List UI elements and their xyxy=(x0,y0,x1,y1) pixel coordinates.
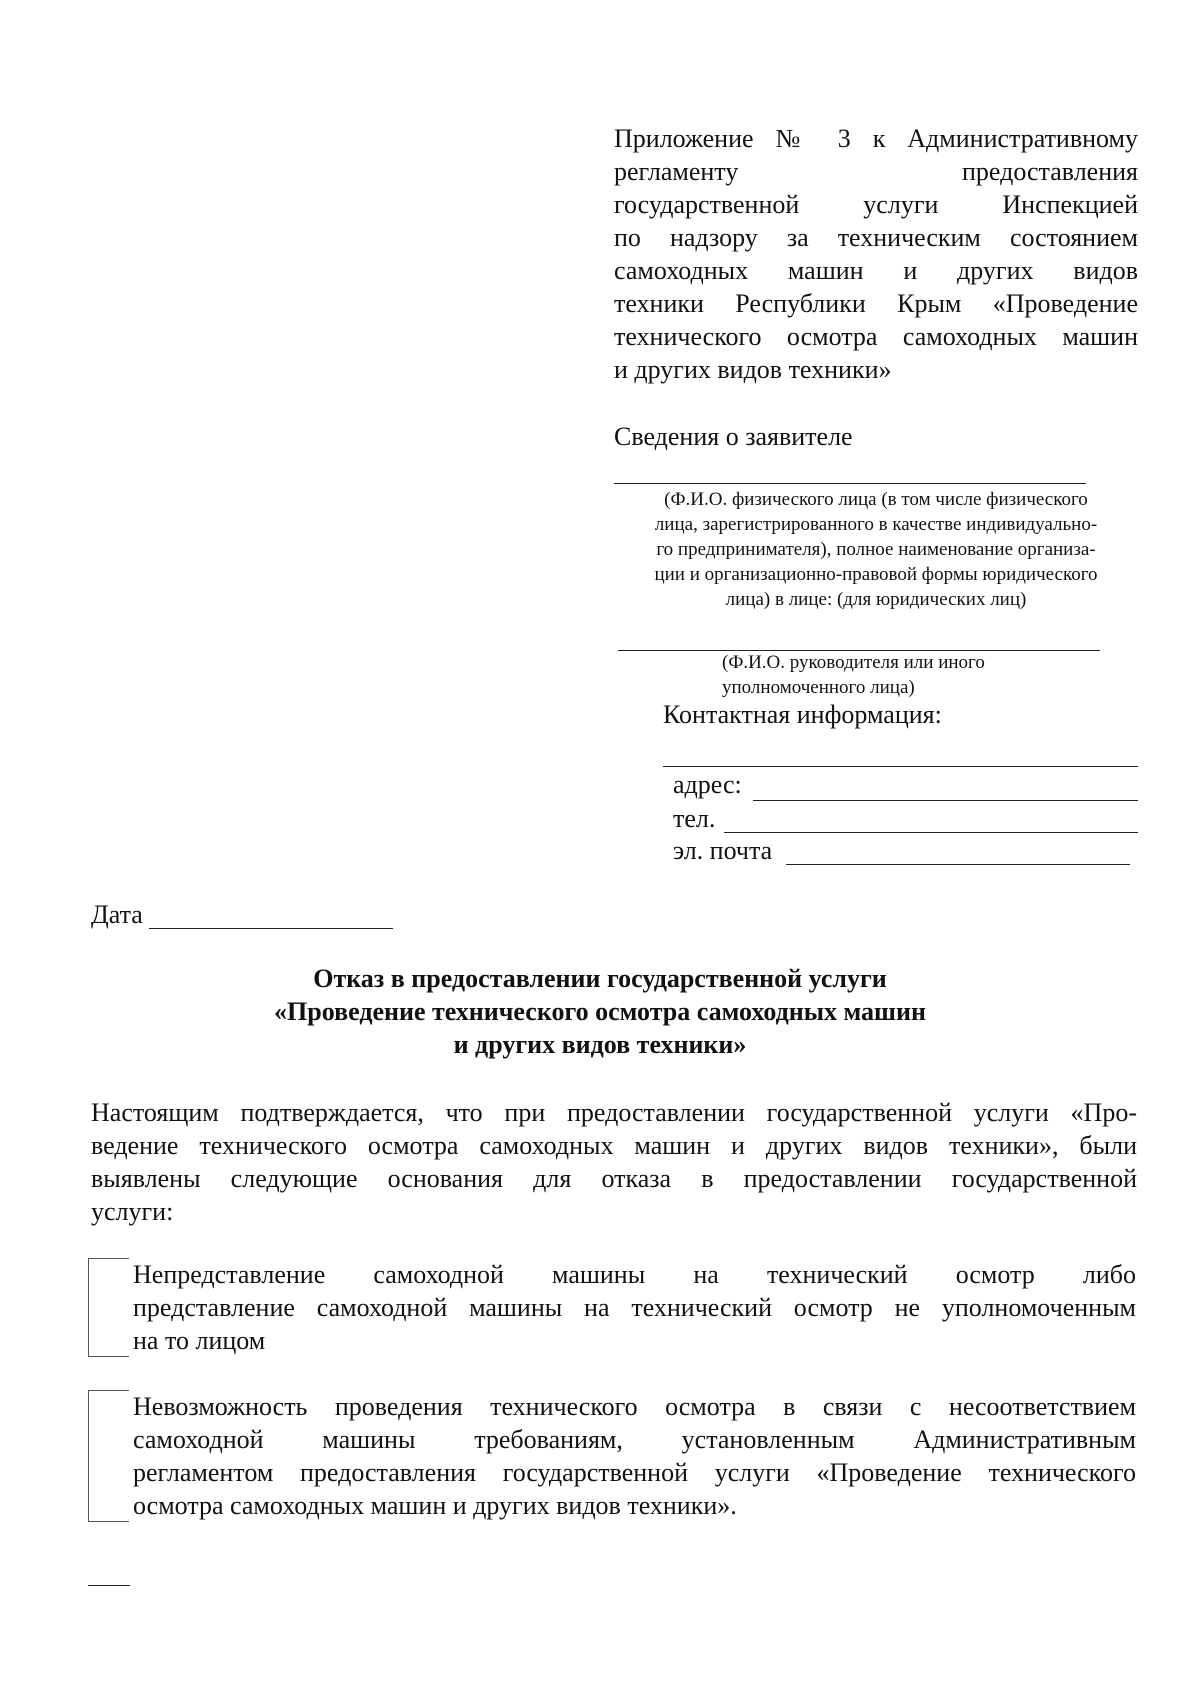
applicant-section-title: Сведения о заявителе xyxy=(614,422,853,451)
footer-dash xyxy=(88,1585,130,1586)
note-line: (Ф.И.О. руководителя или иного xyxy=(722,652,985,673)
contact-line[interactable] xyxy=(663,766,1138,767)
header-line: технического осмотра самоходных машин xyxy=(614,322,1138,351)
note-line: (Ф.И.О. физического лица (в том числе физического xyxy=(664,489,1088,510)
representative-note xyxy=(722,650,985,700)
paragraph-line: Настоящим подтверждается, что при предоставлении государственной услуги «Про- xyxy=(91,1098,1137,1127)
date-field[interactable] xyxy=(149,928,393,929)
note-line: лица, зарегистрированного в качестве индивидуально- xyxy=(654,514,1098,535)
document-title xyxy=(150,962,1050,1061)
date-row xyxy=(91,900,143,930)
option-checkbox[interactable] xyxy=(88,1258,129,1357)
address-row xyxy=(673,770,742,800)
header-line: самоходных машин и других видов xyxy=(614,256,1138,285)
refusal-option-2 xyxy=(88,1390,1138,1522)
header-line: Приложение № 3 к Административному xyxy=(614,124,1138,153)
phone-label: тел. xyxy=(673,804,716,833)
option-line: самоходной машины требованиям, установленным Административным xyxy=(133,1425,1136,1454)
body-paragraph xyxy=(91,1096,1137,1228)
address-label: адрес: xyxy=(673,770,742,799)
email-label: эл. почта xyxy=(673,836,773,865)
header-line: государственной услуги Инспекцией xyxy=(614,190,1138,219)
note-line: го предпринимателя), полное наименование организа- xyxy=(656,539,1096,560)
note-line: лица) в лице: (для юридических лиц) xyxy=(725,589,1027,610)
option-line: осмотра самоходных машин и других видов техники». xyxy=(133,1491,737,1520)
phone-row xyxy=(673,804,715,834)
address-field[interactable] xyxy=(753,800,1138,801)
contact-section-title: Контактная информация: xyxy=(663,700,942,729)
paragraph-line: выявлены следующие основания для отказа в предоставлении государственной xyxy=(91,1164,1137,1193)
title-line: Отказ в предоставлении государственной услуги xyxy=(313,964,887,993)
title-line: «Проведение технического осмотра самоходных машин xyxy=(274,997,926,1026)
paragraph-line: ведение технического осмотра самоходных машин и других видов техники», были xyxy=(91,1131,1137,1160)
option-line: на то лицом xyxy=(133,1326,266,1355)
applicant-name-note xyxy=(614,487,1138,612)
refusal-option-1 xyxy=(88,1258,1138,1358)
option-line: представление самоходной машины на технический осмотр не уполномоченным xyxy=(133,1293,1136,1322)
option-text xyxy=(133,1258,1136,1357)
header-line: техники Республики Крым «Проведение xyxy=(614,289,1138,318)
note-line: уполномоченного лица) xyxy=(722,677,915,698)
applicant-name-line[interactable] xyxy=(614,483,1086,484)
option-line: Невозможность проведения технического осмотра в связи с несоответствием xyxy=(133,1392,1136,1421)
option-line: регламентом предоставления государственной услуги «Проведение технического xyxy=(133,1458,1136,1487)
option-line: Непредставление самоходной машины на технический осмотр либо xyxy=(133,1260,1136,1289)
phone-field[interactable] xyxy=(724,832,1138,833)
title-line: и других видов техники» xyxy=(453,1030,747,1059)
option-checkbox[interactable] xyxy=(88,1390,129,1522)
email-field[interactable] xyxy=(786,864,1130,865)
option-text xyxy=(133,1390,1136,1522)
date-label: Дата xyxy=(91,900,143,929)
appendix-header xyxy=(614,122,1138,386)
note-line: ции и организационно-правовой формы юридического xyxy=(654,564,1098,585)
header-line: регламенту предоставления xyxy=(614,157,1138,186)
paragraph-line: услуги: xyxy=(91,1197,174,1226)
header-line: по надзору за техническим состоянием xyxy=(614,223,1138,252)
email-row xyxy=(673,836,772,866)
header-line: и других видов техники» xyxy=(614,355,892,384)
